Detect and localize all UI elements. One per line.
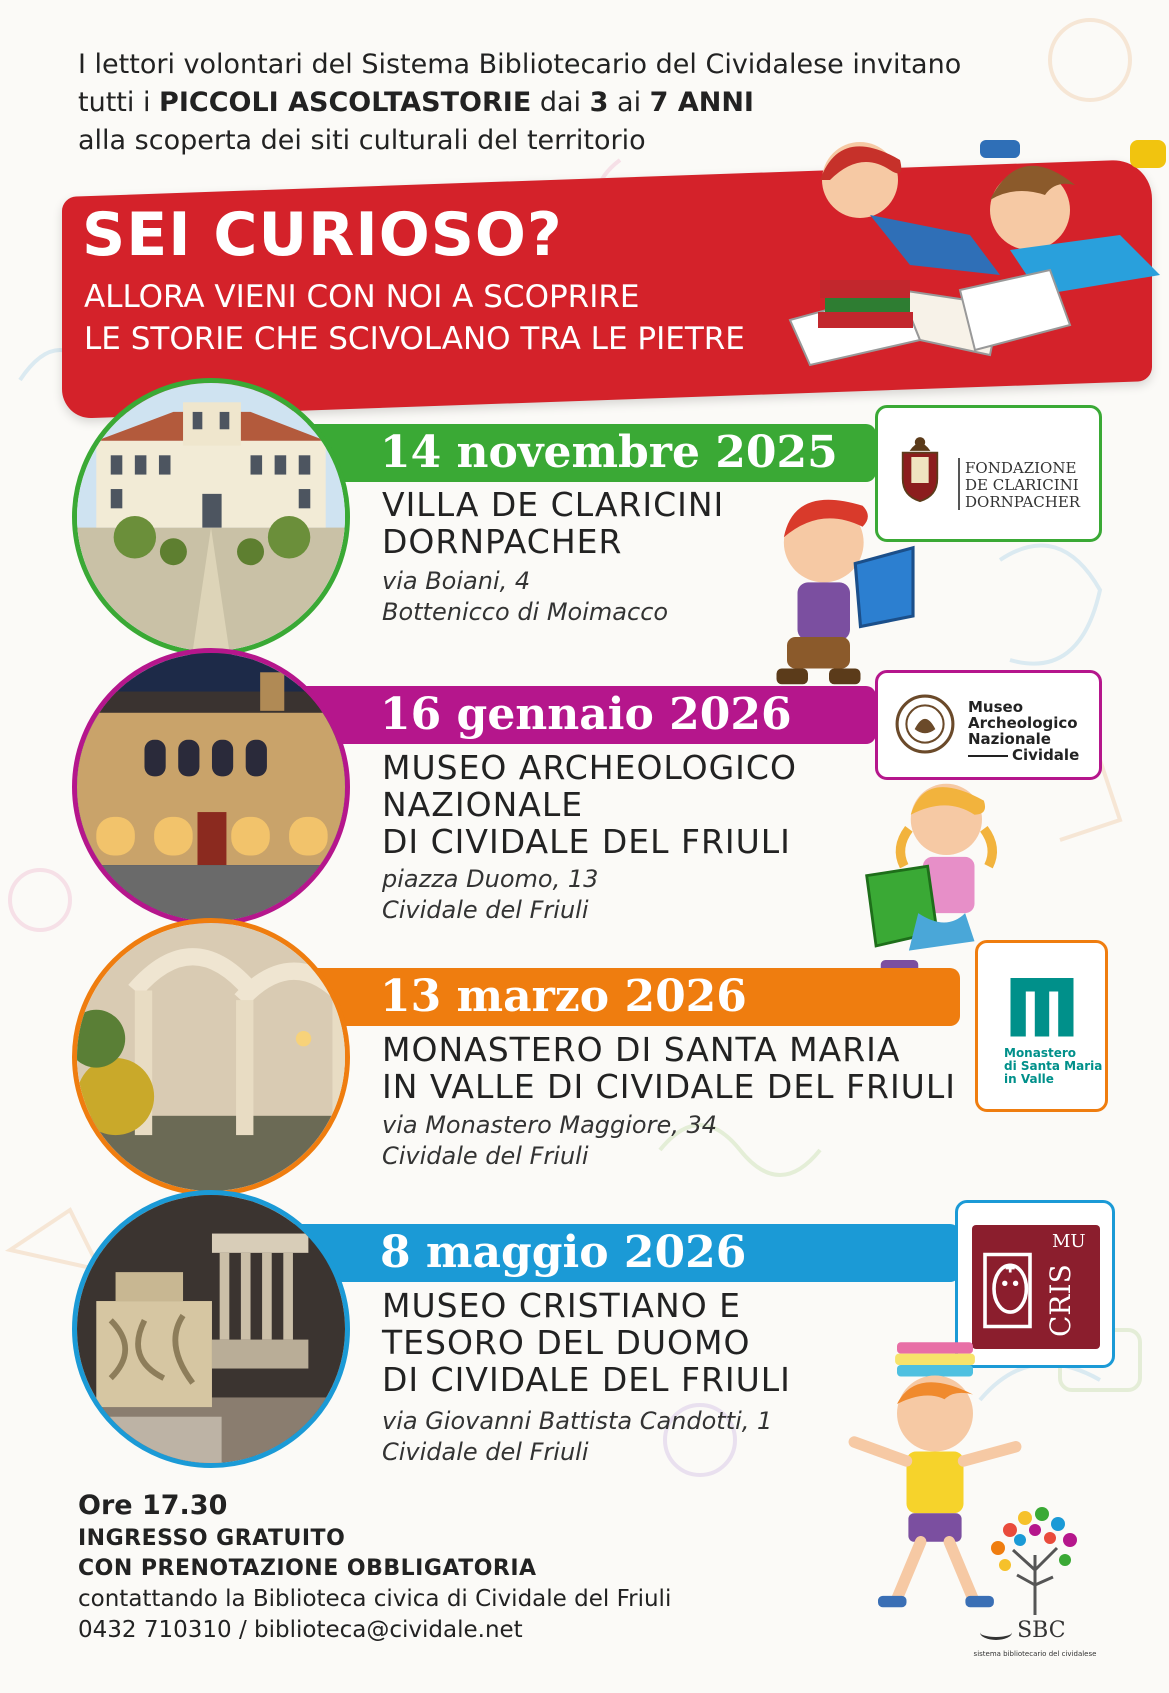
hero-subtitle-line-2: LE STORIE CHE SCIVOLANO TRA LE PIETRE [84, 321, 745, 357]
event-1-venue [382, 486, 724, 560]
event-2-street: piazza Duomo, 13 [382, 865, 599, 893]
event-4-venue-line-1: MUSEO CRISTIANO E [382, 1286, 742, 1325]
contact-phone-email: 0432 710310 / biblioteca@cividale.net [78, 1617, 523, 1643]
event-3-date: 13 marzo 2026 [380, 971, 747, 1022]
event-3-street: via Monastero Maggiore, 34 [382, 1111, 718, 1139]
sbc-mark-text: SBC [1017, 1618, 1066, 1643]
hero-text [82, 200, 882, 360]
sbc-tagline: sistema bibliotecario del cividalese [973, 1650, 1097, 1658]
logo-line-1: Museo [968, 698, 1024, 716]
intro-line-2 [78, 84, 1108, 122]
sbc-logo [970, 1500, 1100, 1670]
logo-museo-text [968, 699, 1079, 763]
logo-monastero-text [1004, 1047, 1102, 1086]
sbc-mark [980, 1618, 1100, 1643]
free-entry-notice: INGRESSO GRATUITO [78, 1526, 346, 1551]
event-2-venue-line-3: DI CIVIDALE DEL FRIULI [382, 822, 791, 861]
event-4-date: 8 maggio 2026 [380, 1227, 747, 1278]
event-2-town: Cividale del Friuli [382, 896, 589, 924]
event-4-photo [72, 1190, 350, 1468]
event-1-date: 14 novembre 2025 [380, 427, 838, 478]
event-2-venue-line-1: MUSEO ARCHEOLOGICO [382, 748, 797, 787]
event-1-venue-line-2: DORNPACHER [382, 522, 623, 561]
event-1-venue-line-1: VILLA DE CLARICINI [382, 485, 725, 524]
logo-line-3: in Valle [1004, 1072, 1054, 1086]
event-4-address [382, 1406, 772, 1468]
event-3-address [382, 1110, 717, 1172]
intro-text-a: tutti i [78, 87, 160, 118]
event-3-logo-monastero [975, 940, 1108, 1112]
logo-line-4-text: Cividale [1012, 746, 1080, 764]
event-time: Ore 17.30 [78, 1490, 228, 1521]
intro-audience: PICCOLI ASCOLTASTORIE [159, 87, 532, 118]
intro-line-1: I lettori volontari del Sistema Bibliotecario del Cividalese invitano [78, 49, 962, 80]
event-4-street: via Giovanni Battista Candotti, 1 [382, 1407, 773, 1435]
event-4-town: Cividale del Friuli [382, 1438, 589, 1466]
hero-subtitle-line-1: ALLORA VIENI CON NOI A SCOPRIRE [84, 279, 640, 315]
event-4-venue-line-2: TESORO DEL DUOMO [382, 1323, 751, 1362]
footer-info [78, 1488, 878, 1646]
event-2-address [382, 864, 598, 926]
event-2-logo-museo-archeologico [875, 670, 1102, 780]
intro-text-e: ai [608, 87, 650, 118]
intro-text-c: dai [531, 87, 590, 118]
logo-line-2: di Santa Maria [1004, 1059, 1103, 1073]
contact-line-1: contattando la Biblioteca civica di Cividale del Friuli [78, 1586, 672, 1612]
logo-fondazione-text [965, 460, 1080, 511]
mucris-mu: MU [1052, 1231, 1086, 1252]
event-1-photo [72, 378, 350, 656]
logo-line-3: Nazionale [968, 730, 1051, 748]
logo-line-2: DE CLARICINI [965, 476, 1079, 494]
event-2-venue-line-2: NAZIONALE [382, 785, 584, 824]
event-1-town: Bottenicco di Moimacco [382, 598, 669, 626]
saint-face-icon [976, 1231, 1048, 1341]
hero-subtitle [84, 276, 882, 360]
hero-title: SEI CURIOSO? [82, 200, 563, 270]
event-3-venue [382, 1031, 956, 1105]
kid-reading-blue-book-illustration [752, 490, 927, 700]
logo-line-3: DORNPACHER [965, 493, 1081, 511]
logo-line-1: FONDAZIONE [965, 459, 1077, 477]
logo-divider [958, 458, 960, 510]
kids-reading-illustration [770, 140, 1169, 370]
intro-age-max: 7 ANNI [649, 87, 754, 118]
event-2-venue [382, 749, 797, 860]
event-1-street: via Boiani, 4 [382, 567, 531, 595]
intro-line-3: alla scoperta dei siti culturali del territorio [78, 125, 646, 156]
event-3-venue-line-1: MONASTERO DI SANTA MARIA [382, 1030, 901, 1069]
logo-line-4 [968, 747, 1079, 763]
event-4-venue [382, 1287, 791, 1398]
logo-line-2: Archeologico [968, 714, 1078, 732]
booking-required-notice: CON PRENOTAZIONE OBBLIGATORIA [78, 1556, 537, 1581]
event-3-town: Cividale del Friuli [382, 1142, 589, 1170]
monastero-m-icon [1006, 969, 1078, 1041]
event-3-venue-line-2: IN VALLE DI CIVIDALE DEL FRIULI [382, 1067, 956, 1106]
intro-age-min: 3 [589, 87, 609, 118]
event-2-date: 16 gennaio 2026 [380, 689, 792, 740]
mucris-cris: CRIS [1044, 1264, 1077, 1337]
event-2-photo [72, 648, 350, 926]
museum-emblem-icon [894, 693, 956, 755]
event-1-address [382, 566, 668, 628]
event-4-venue-line-3: DI CIVIDALE DEL FRIULI [382, 1360, 791, 1399]
logo-line-1: Monastero [1004, 1046, 1077, 1060]
event-3-photo [72, 918, 350, 1196]
book-icon [980, 1625, 1012, 1640]
tree-icon [970, 1500, 1100, 1620]
